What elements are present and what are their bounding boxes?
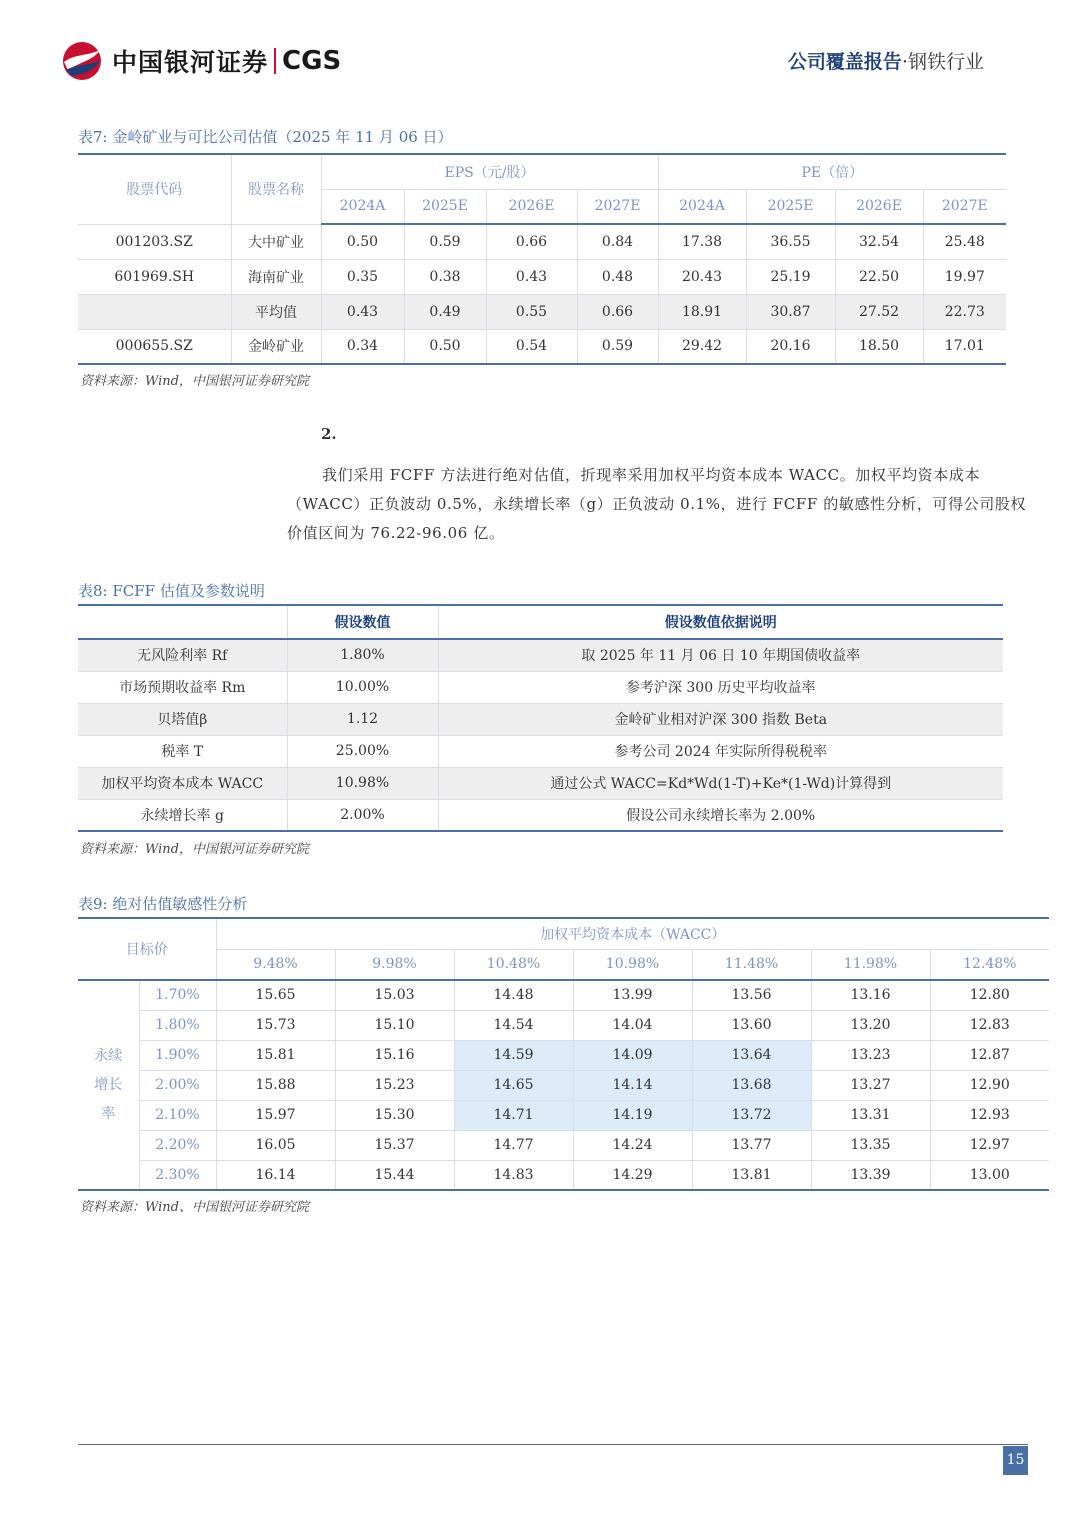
wacc-value: 9.98% <box>335 949 454 980</box>
table-row <box>78 1160 1049 1190</box>
target-price-cell: 15.97 <box>216 1100 335 1130</box>
table7-caption: 表7: 金岭矿业与可比公司估值（2025 年 11 月 06 日） <box>78 128 453 146</box>
logo-text-cn: 中国银河证券 <box>112 48 269 77</box>
assumed-value: 1.80% <box>287 639 438 671</box>
basis-description: 假设公司永续增长率为 2.00% <box>438 799 1003 831</box>
table-row <box>78 294 1006 329</box>
target-price-cell: 14.83 <box>454 1160 573 1190</box>
eps-value: 0.49 <box>404 294 486 329</box>
eps-value: 0.43 <box>486 259 577 294</box>
target-price-cell: 14.65 <box>454 1070 573 1100</box>
target-price-cell: 14.71 <box>454 1100 573 1130</box>
target-price-cell: 14.77 <box>454 1130 573 1160</box>
target-price-cell: 13.27 <box>811 1070 930 1100</box>
table-row <box>78 799 1003 831</box>
col-basis: 假设数值依据说明 <box>438 605 1003 639</box>
section-paragraph: 我们采用 FCFF 方法进行绝对估值，折现率采用加权平均资本成本 WACC。加权平均资本成本（WACC）正负波动 0.5%，永续增长率（g）正负波动 0.1%，进行 FCFF 的敏感性分析，可得公司股权价值区间为 76.22-96.06 亿。 <box>287 466 1027 542</box>
stock-name: 平均值 <box>231 294 321 329</box>
target-price-cell: 14.59 <box>454 1040 573 1070</box>
table-row <box>78 1070 1049 1100</box>
pe-value: 20.43 <box>658 259 746 294</box>
pe-value: 18.50 <box>835 329 923 364</box>
target-price-cell: 12.93 <box>930 1100 1049 1130</box>
target-price-cell: 13.60 <box>692 1010 811 1040</box>
growth-value: 2.20% <box>139 1130 216 1160</box>
target-price-label: 目标价 <box>78 918 216 980</box>
parameter-name: 贝塔值β <box>78 703 287 735</box>
target-price-cell: 13.00 <box>930 1160 1049 1190</box>
table-row <box>78 224 1006 259</box>
target-price-cell: 12.80 <box>930 980 1049 1010</box>
target-price-cell: 16.14 <box>216 1160 335 1190</box>
cgs-logo <box>60 40 341 82</box>
eps-value: 0.59 <box>577 329 658 364</box>
table-row <box>78 639 1003 671</box>
target-price-cell: 16.05 <box>216 1130 335 1160</box>
target-price-cell: 13.39 <box>811 1160 930 1190</box>
fcff-parameter-table <box>78 604 1003 832</box>
parameter-name: 市场预期收益率 Rm <box>78 671 287 703</box>
growth-rate-label-line: 增长 <box>94 1076 123 1093</box>
pe-year: 2025E <box>746 189 835 224</box>
pe-value: 22.73 <box>923 294 1006 329</box>
group-eps: EPS（元/股） <box>321 154 658 189</box>
sensitivity-table <box>78 917 1049 1191</box>
target-price-cell: 13.20 <box>811 1010 930 1040</box>
stock-code: 001203.SZ <box>78 224 231 259</box>
target-price-cell: 14.19 <box>573 1100 692 1130</box>
stock-name: 金岭矿业 <box>231 329 321 364</box>
pe-value: 22.50 <box>835 259 923 294</box>
assumed-value: 10.98% <box>287 767 438 799</box>
col-parameter <box>78 605 287 639</box>
footer-divider <box>78 1444 1028 1445</box>
pe-value: 32.54 <box>835 224 923 259</box>
basis-description: 参考沪深 300 历史平均收益率 <box>438 671 1003 703</box>
target-price-cell: 15.37 <box>335 1130 454 1160</box>
report-industry: 钢铁行业 <box>907 51 984 73</box>
assumed-value: 1.12 <box>287 703 438 735</box>
table-row <box>78 980 1049 1010</box>
target-price-cell: 13.77 <box>692 1130 811 1160</box>
eps-value: 0.38 <box>404 259 486 294</box>
target-price-cell: 14.09 <box>573 1040 692 1070</box>
report-separator: · <box>901 51 908 73</box>
parameter-name: 加权平均资本成本 WACC <box>78 767 287 799</box>
wacc-value: 9.48% <box>216 949 335 980</box>
growth-rate-label-line: 永续 <box>94 1047 123 1064</box>
eps-year: 2027E <box>577 189 658 224</box>
target-price-cell: 12.87 <box>930 1040 1049 1070</box>
pe-value: 17.01 <box>923 329 1006 364</box>
target-price-cell: 15.10 <box>335 1010 454 1040</box>
target-price-cell: 14.29 <box>573 1160 692 1190</box>
eps-value: 0.84 <box>577 224 658 259</box>
wacc-value: 11.48% <box>692 949 811 980</box>
target-price-cell: 13.99 <box>573 980 692 1010</box>
wacc-value: 11.98% <box>811 949 930 980</box>
report-category <box>788 47 984 74</box>
table-row <box>78 671 1003 703</box>
table9-source: 资料来源：Wind、中国银河证券研究院 <box>80 1200 309 1215</box>
wacc-value: 10.48% <box>454 949 573 980</box>
pe-value: 25.48 <box>923 224 1006 259</box>
eps-value: 0.34 <box>321 329 404 364</box>
target-price-cell: 13.31 <box>811 1100 930 1130</box>
growth-rate-label-line: 率 <box>101 1105 116 1122</box>
target-price-cell: 13.64 <box>692 1040 811 1070</box>
eps-value: 0.55 <box>486 294 577 329</box>
pe-year: 2026E <box>835 189 923 224</box>
col-assumed-value: 假设数值 <box>287 605 438 639</box>
assumed-value: 2.00% <box>287 799 438 831</box>
target-price-cell: 14.54 <box>454 1010 573 1040</box>
table-row <box>78 1130 1049 1160</box>
cgs-logo-icon <box>60 40 104 82</box>
eps-value: 0.59 <box>404 224 486 259</box>
assumed-value: 10.00% <box>287 671 438 703</box>
growth-value: 2.30% <box>139 1160 216 1190</box>
eps-value: 0.35 <box>321 259 404 294</box>
eps-value: 0.54 <box>486 329 577 364</box>
table-row <box>78 703 1003 735</box>
growth-value: 1.90% <box>139 1040 216 1070</box>
eps-value: 0.48 <box>577 259 658 294</box>
assumed-value: 25.00% <box>287 735 438 767</box>
pe-value: 17.38 <box>658 224 746 259</box>
pe-value: 29.42 <box>658 329 746 364</box>
target-price-cell: 15.23 <box>335 1070 454 1100</box>
page-number: 15 <box>1003 1446 1028 1475</box>
pe-value: 36.55 <box>746 224 835 259</box>
target-price-cell: 13.72 <box>692 1100 811 1130</box>
stock-code: 601969.SH <box>78 259 231 294</box>
stock-name: 海南矿业 <box>231 259 321 294</box>
table8-caption: 表8: FCFF 估值及参数说明 <box>78 582 265 600</box>
target-price-cell: 14.04 <box>573 1010 692 1040</box>
target-price-cell: 13.68 <box>692 1070 811 1100</box>
eps-value: 0.43 <box>321 294 404 329</box>
growth-value: 1.80% <box>139 1010 216 1040</box>
wacc-value: 12.48% <box>930 949 1049 980</box>
table-row <box>78 329 1006 364</box>
target-price-cell: 12.97 <box>930 1130 1049 1160</box>
eps-year: 2025E <box>404 189 486 224</box>
pe-value: 19.97 <box>923 259 1006 294</box>
table-row <box>78 1100 1049 1130</box>
growth-value: 2.00% <box>139 1070 216 1100</box>
target-price-cell: 13.81 <box>692 1160 811 1190</box>
basis-description: 通过公式 WACC=Kd*Wd(1-T)+Ke*(1-Wd)计算得到 <box>438 767 1003 799</box>
table8-source: 资料来源：Wind，中国银河证券研究院 <box>80 842 309 857</box>
pe-value: 27.52 <box>835 294 923 329</box>
wacc-value: 10.98% <box>573 949 692 980</box>
target-price-cell: 15.44 <box>335 1160 454 1190</box>
table9-caption: 表9: 绝对估值敏感性分析 <box>78 895 248 913</box>
section-number: 2. <box>321 425 337 443</box>
col-stock-name: 股票名称 <box>231 154 321 224</box>
basis-description: 金岭矿业相对沪深 300 指数 Beta <box>438 703 1003 735</box>
growth-value: 2.10% <box>139 1100 216 1130</box>
eps-value: 0.50 <box>321 224 404 259</box>
report-type: 公司覆盖报告 <box>787 51 902 73</box>
logo-text-en: CGS <box>282 46 342 76</box>
target-price-cell: 15.30 <box>335 1100 454 1130</box>
pe-year: 2027E <box>923 189 1006 224</box>
logo-divider <box>274 48 276 74</box>
target-price-cell: 15.81 <box>216 1040 335 1070</box>
parameter-name: 无风险利率 Rf <box>78 639 287 671</box>
table7-source: 资料来源：Wind，中国银河证券研究院 <box>80 374 309 389</box>
target-price-cell: 13.56 <box>692 980 811 1010</box>
target-price-cell: 13.16 <box>811 980 930 1010</box>
pe-value: 30.87 <box>746 294 835 329</box>
group-pe: PE（倍） <box>658 154 1006 189</box>
target-price-cell: 13.23 <box>811 1040 930 1070</box>
eps-year: 2024A <box>321 189 404 224</box>
basis-description: 参考公司 2024 年实际所得税税率 <box>438 735 1003 767</box>
target-price-cell: 13.35 <box>811 1130 930 1160</box>
wacc-label: 加权平均资本成本（WACC） <box>216 918 1049 949</box>
pe-value: 25.19 <box>746 259 835 294</box>
pe-value: 20.16 <box>746 329 835 364</box>
table-row <box>78 1010 1049 1040</box>
table-row <box>78 1040 1049 1070</box>
eps-value: 0.66 <box>577 294 658 329</box>
table-row <box>78 735 1003 767</box>
target-price-cell: 15.73 <box>216 1010 335 1040</box>
stock-name: 大中矿业 <box>231 224 321 259</box>
growth-rate-label <box>78 980 139 1190</box>
comparable-valuation-table <box>78 153 1006 365</box>
target-price-cell: 14.24 <box>573 1130 692 1160</box>
stock-code: 000655.SZ <box>78 329 231 364</box>
table-row <box>78 767 1003 799</box>
parameter-name: 永续增长率 g <box>78 799 287 831</box>
target-price-cell: 15.16 <box>335 1040 454 1070</box>
eps-value: 0.50 <box>404 329 486 364</box>
target-price-cell: 12.90 <box>930 1070 1049 1100</box>
eps-value: 0.66 <box>486 224 577 259</box>
target-price-cell: 12.83 <box>930 1010 1049 1040</box>
basis-description: 取 2025 年 11 月 06 日 10 年期国债收益率 <box>438 639 1003 671</box>
eps-year: 2026E <box>486 189 577 224</box>
target-price-cell: 14.14 <box>573 1070 692 1100</box>
pe-year: 2024A <box>658 189 746 224</box>
pe-value: 18.91 <box>658 294 746 329</box>
target-price-cell: 14.48 <box>454 980 573 1010</box>
target-price-cell: 15.88 <box>216 1070 335 1100</box>
parameter-name: 税率 T <box>78 735 287 767</box>
col-stock-code: 股票代码 <box>78 154 231 224</box>
table-row <box>78 259 1006 294</box>
growth-value: 1.70% <box>139 980 216 1010</box>
stock-code <box>78 294 231 329</box>
target-price-cell: 15.65 <box>216 980 335 1010</box>
target-price-cell: 15.03 <box>335 980 454 1010</box>
